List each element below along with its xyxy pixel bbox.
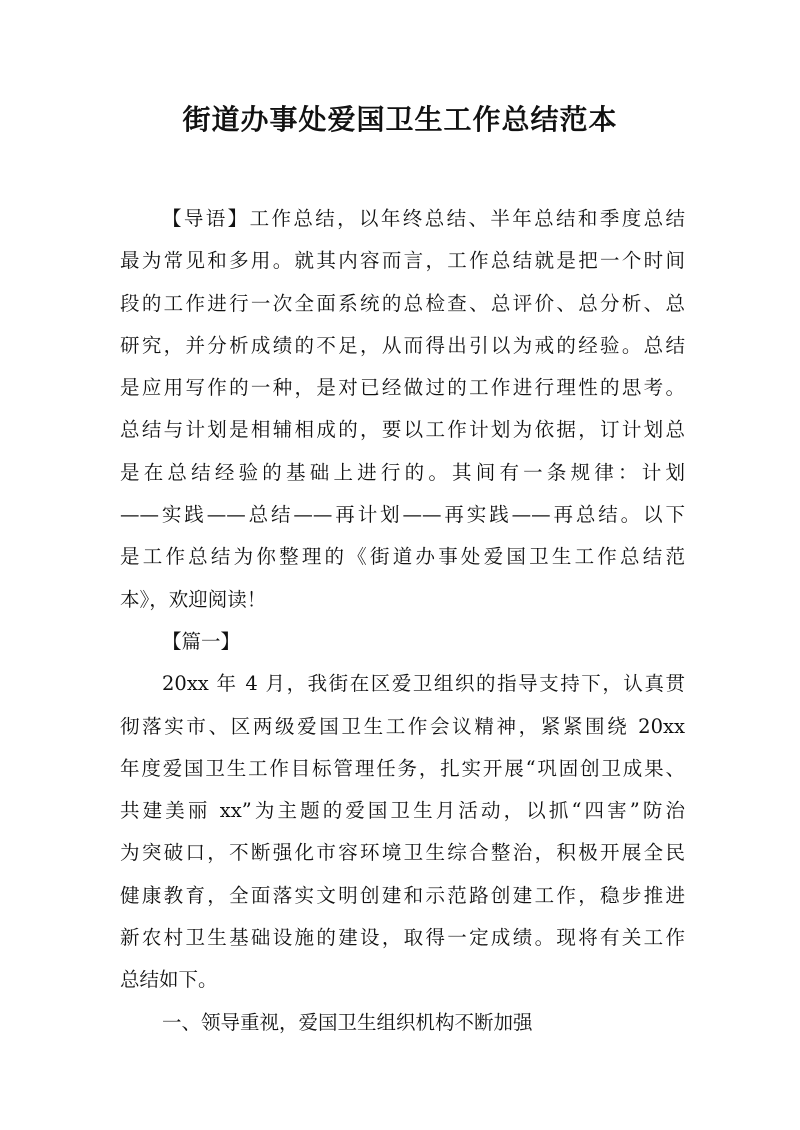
intro-paragraph (120, 198, 685, 621)
intro-line: 最为常见和多用。就其内容而言，工作总结就是把一个时间 (120, 249, 685, 273)
intro-line: 【导语】工作总结，以年终总结、半年总结和季度总结 (162, 207, 685, 230)
paragraph-line: 新农村卫生基础设施的建设，取得一定成绩。现将有关工作 (120, 926, 685, 950)
intro-line: 是工作总结为你整理的《街道办事处爱国卫生工作总结范 (120, 545, 685, 569)
section-label: 【篇一】 (162, 629, 241, 653)
paragraph-line: 年度爱国卫生工作目标管理任务，扎实开展“巩固创卫成果、 (120, 756, 685, 780)
section-heading: 一、领导重视，爱国卫生组织机构不断加强 (162, 1010, 533, 1034)
paragraph-line: 彻落实市、区两级爱国卫生工作会议精神，紧紧围绕 20xx (120, 714, 685, 738)
paragraph-line: 健康教育，全面落实文明创建和示范路创建工作，稳步推进 (120, 883, 685, 907)
body-paragraph (120, 663, 685, 1001)
intro-line: 段的工作进行一次全面系统的总检查、总评价、总分析、总 (120, 291, 685, 315)
intro-line: 是应用写作的一种，是对已经做过的工作进行理性的思考。 (120, 376, 685, 400)
intro-line: 总结与计划是相辅相成的，要以工作计划为依据，订计划总 (120, 418, 685, 442)
intro-line: 本》，欢迎阅读！ (120, 587, 267, 611)
intro-line: 研究，并分析成绩的不足，从而得出引以为戒的经验。总结 (120, 333, 685, 357)
paragraph-line: 20xx 年 4 月，我街在区爱卫组织的指导支持下，认真贯 (162, 672, 685, 696)
intro-line: ——实践——总结——再计划——再实践——再总结。以下 (120, 503, 685, 527)
paragraph-line: 共建美丽 xx”为主题的爱国卫生月活动，以抓“四害”防治 (120, 799, 685, 823)
intro-line: 是在总结经验的基础上进行的。其间有一条规律：计划 (120, 460, 685, 484)
document-title: 街道办事处爱国卫生工作总结范本 (182, 103, 618, 136)
paragraph-line: 总结如下。 (120, 968, 218, 992)
paragraph-line: 为突破口，不断强化市容环境卫生综合整治，积极开展全民 (120, 841, 685, 865)
document-body (120, 198, 685, 1044)
